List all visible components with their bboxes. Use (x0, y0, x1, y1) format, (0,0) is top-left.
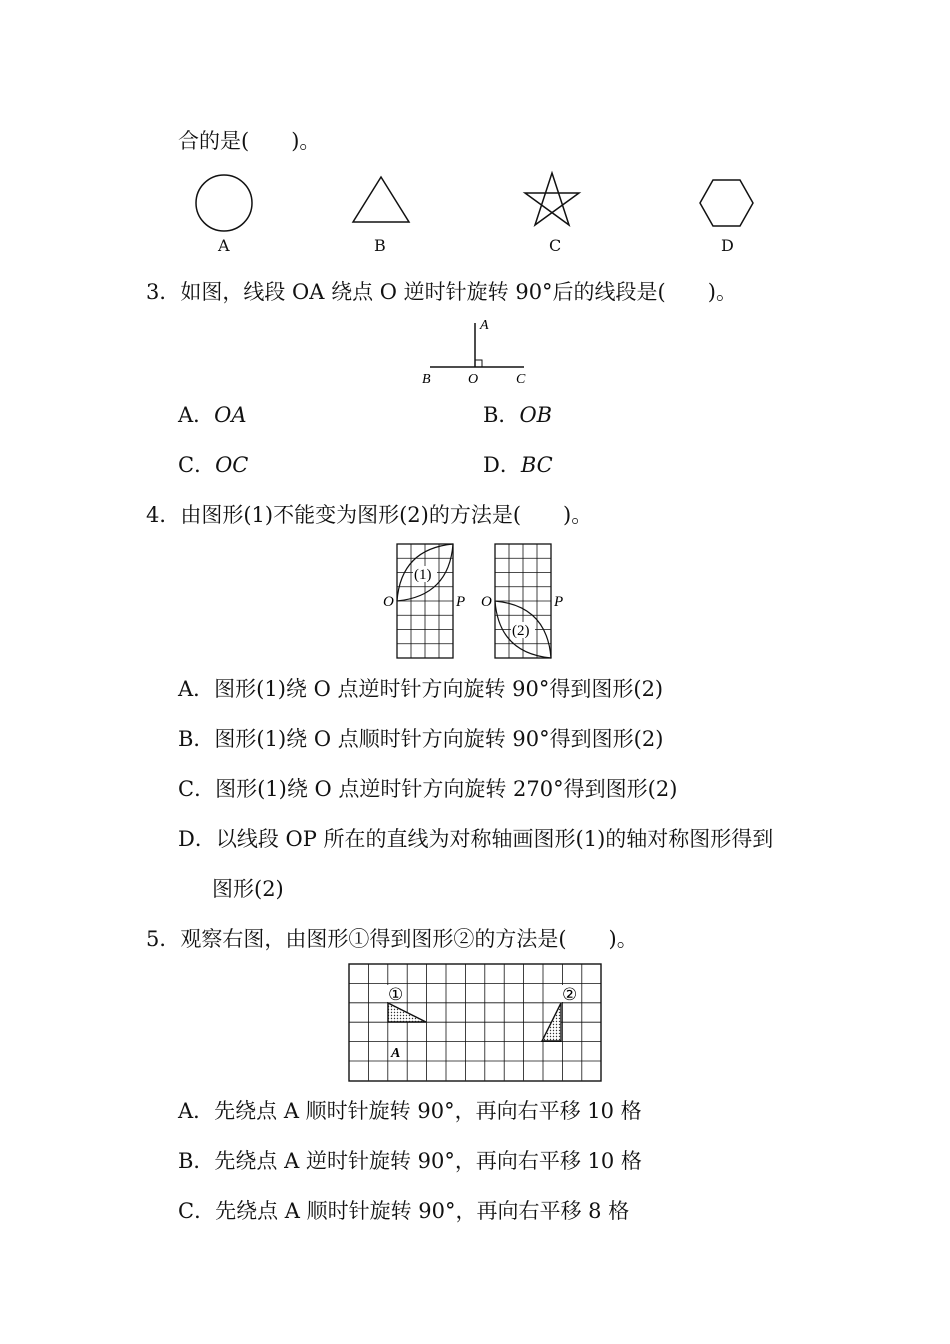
q2-shapes (0, 165, 950, 265)
q4-grid-2 (495, 544, 551, 658)
q3-choice-c[interactable]: C．OC (178, 453, 249, 477)
q3-label-o: O (468, 372, 479, 387)
q4-choice-d[interactable]: D．以线段 OP 所在的直线为对称轴画图形(1)的轴对称图形得到 (178, 827, 774, 851)
q2-option-b[interactable]: B (374, 236, 386, 255)
q4-label-o1: O (383, 594, 394, 610)
q5-label-a: A (391, 1046, 401, 1061)
q3-label-a: A (480, 318, 489, 333)
q5-choice-b[interactable]: B．先绕点 A 逆时针旋转 90°，再向右平移 10 格 (178, 1149, 642, 1173)
q2-option-c[interactable]: C (549, 236, 562, 255)
q4-choice-c[interactable]: C．图形(1)绕 O 点逆时针方向旋转 270°得到图形(2) (178, 777, 678, 801)
q3-label-c: C (516, 372, 526, 387)
q4-label-p2: P (554, 594, 564, 610)
q4-fig2-label: (2) (512, 623, 530, 639)
q5-choice-c[interactable]: C．先绕点 A 顺时针旋转 90°，再向右平移 8 格 (178, 1199, 630, 1223)
q2-stem-tail: 合的是( )。 (178, 129, 321, 153)
q4-stem: 4．由图形(1)不能变为图形(2)的方法是( )。 (146, 503, 593, 527)
circle-shape (196, 175, 252, 231)
q4-diagram (380, 542, 580, 662)
star-shape (525, 173, 579, 225)
q3-diagram (420, 315, 540, 385)
q4-label-o2: O (481, 594, 492, 610)
q3-choice-a[interactable]: A．OA (178, 403, 247, 427)
q5-choice-a[interactable]: A．先绕点 A 顺时针旋转 90°，再向右平移 10 格 (178, 1099, 642, 1123)
triangle-shape (353, 177, 409, 222)
q2-option-d[interactable]: D (721, 236, 734, 255)
hexagon-shape (700, 180, 753, 226)
q3-label-b: B (422, 372, 431, 387)
q5-fig1-label: ① (388, 985, 404, 1004)
q5-stem: 5．观察右图，由图形①得到图形②的方法是( )。 (146, 927, 638, 951)
q4-label-p1: P (456, 594, 466, 610)
q3-choice-b[interactable]: B．OB (483, 403, 553, 427)
q3-stem: 3．如图，线段 OA 绕点 O 逆时针旋转 90°后的线段是( )。 (146, 280, 737, 304)
q2-option-a[interactable]: A (218, 236, 230, 255)
q4-fig1-label: (1) (414, 567, 432, 583)
q4-choice-d-continued: 图形(2) (212, 877, 284, 901)
q5-fig2-label: ② (562, 985, 578, 1004)
q5-diagram (348, 963, 604, 1083)
q4-choice-a[interactable]: A．图形(1)绕 O 点逆时针方向旋转 90°得到图形(2) (178, 677, 664, 701)
q4-choice-b[interactable]: B．图形(1)绕 O 点顺时针方向旋转 90°得到图形(2) (178, 727, 664, 751)
q4-grid-1 (397, 544, 453, 658)
q3-choice-d[interactable]: D．BC (483, 453, 553, 477)
